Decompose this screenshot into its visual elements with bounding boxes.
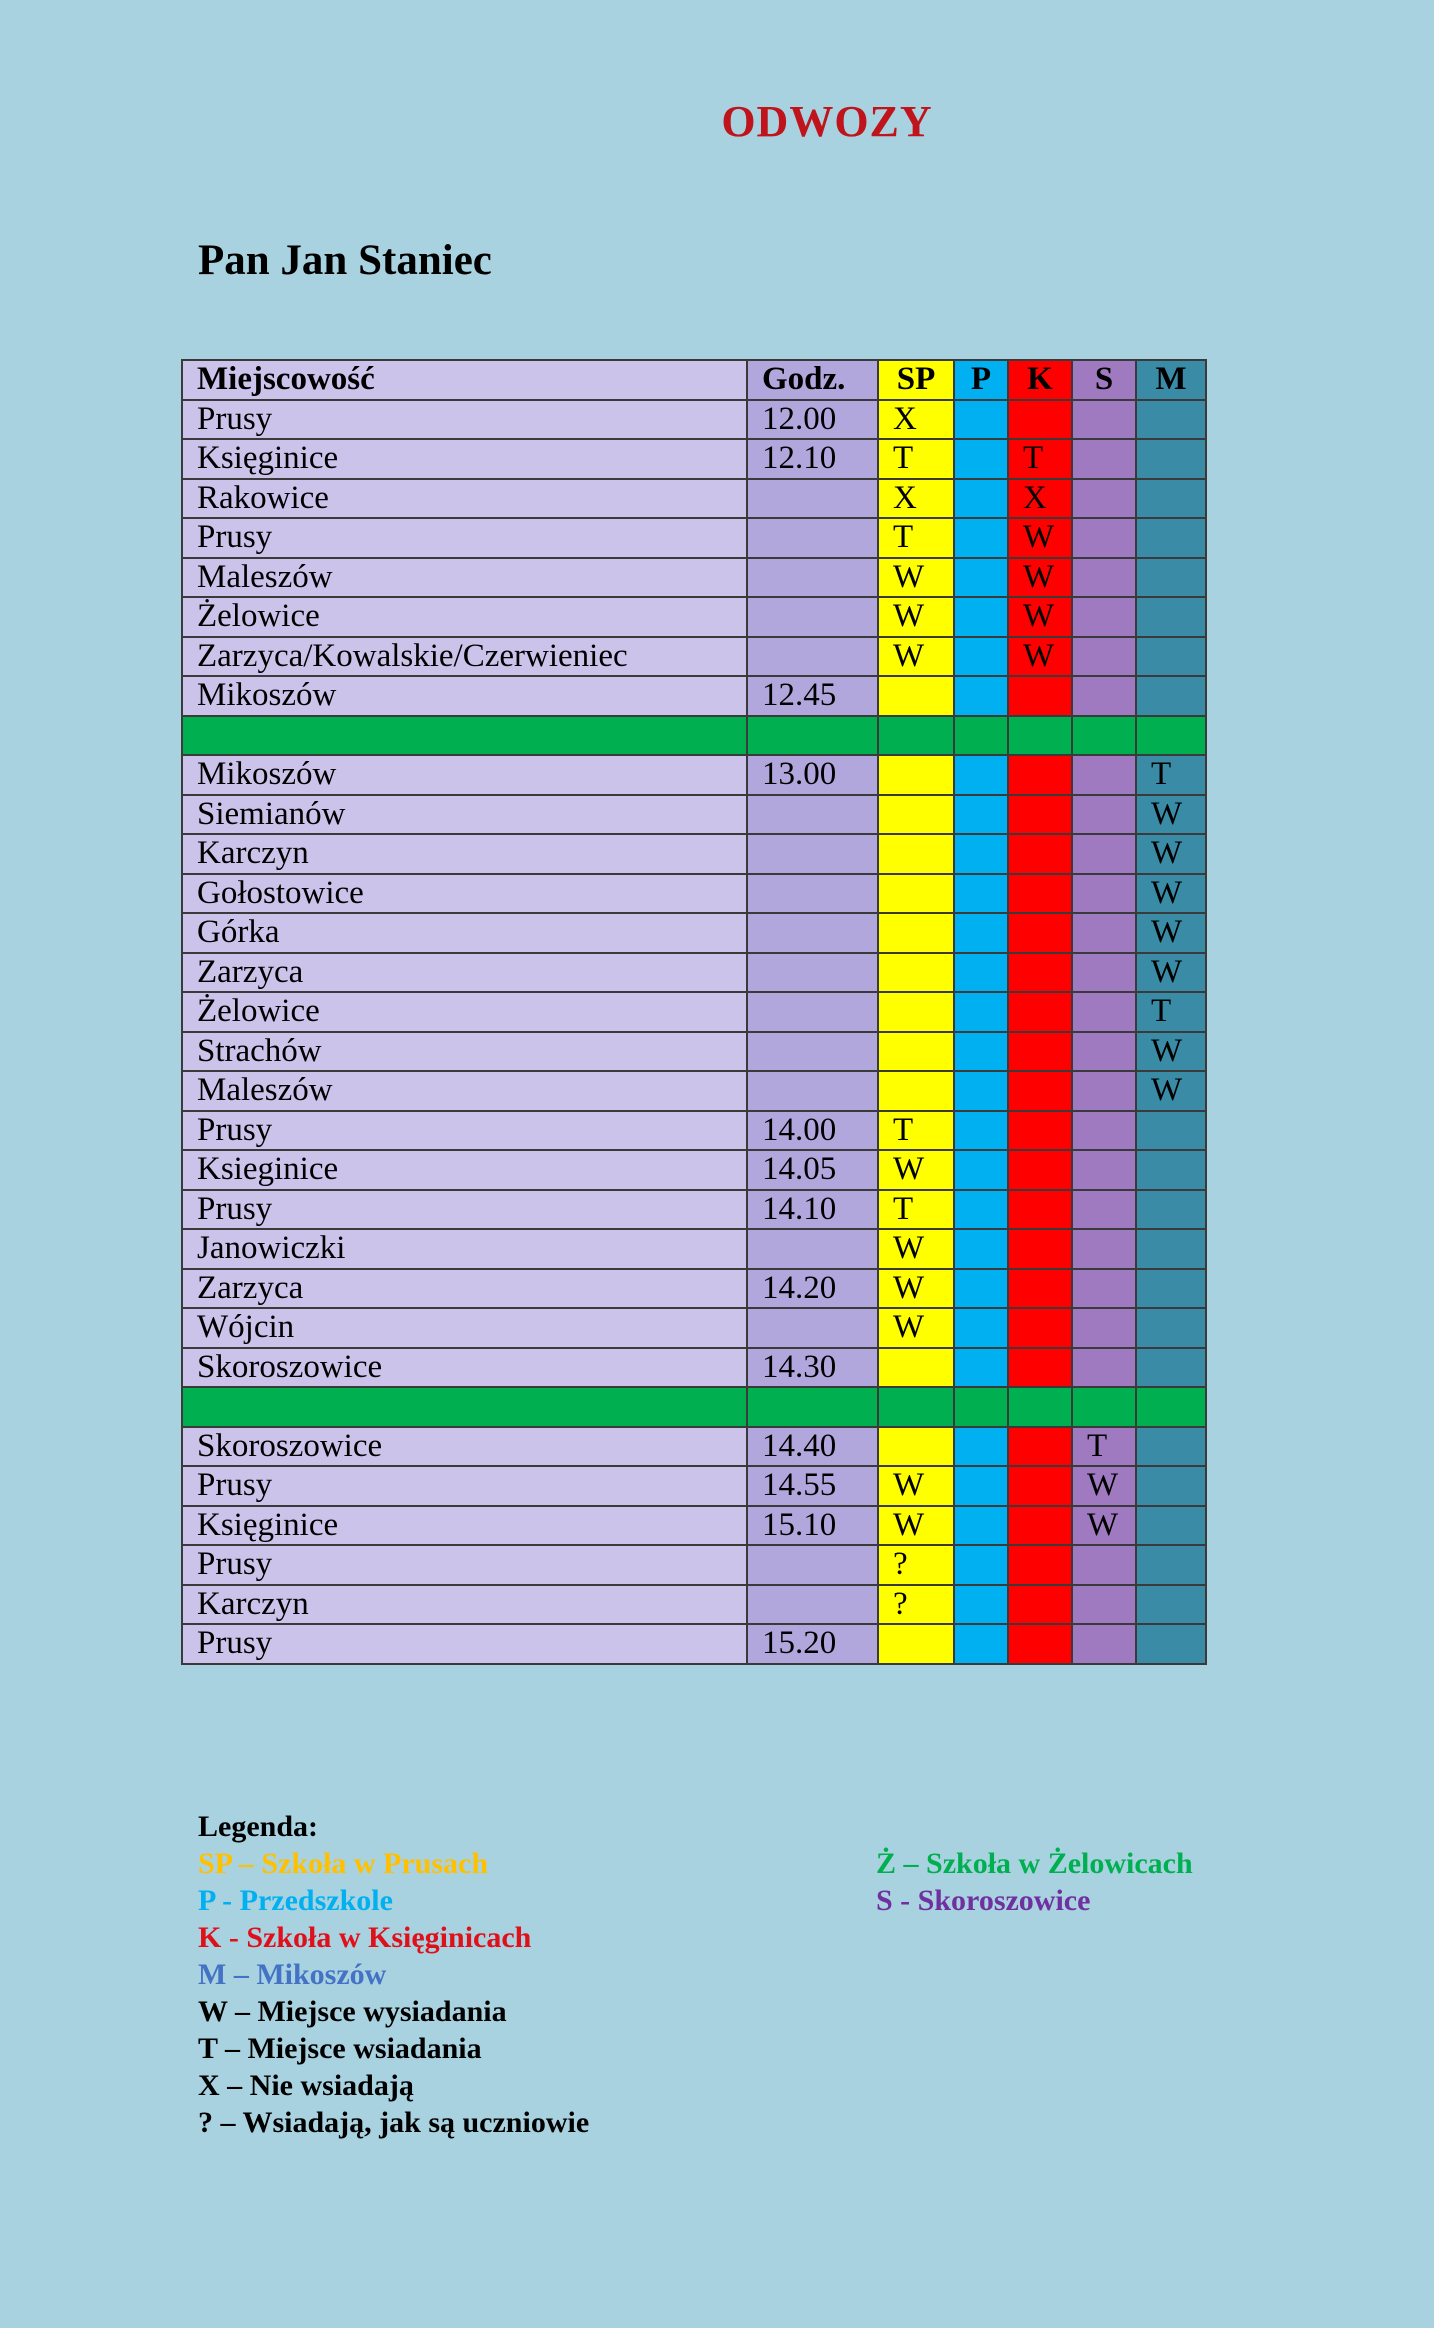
- cell-sp: [878, 1427, 954, 1467]
- cell-s: [1072, 1071, 1136, 1111]
- cell-sp: T: [878, 439, 954, 479]
- cell-m: [1136, 1308, 1206, 1348]
- cell-place: Zarzyca: [182, 953, 747, 993]
- cell-sp: ?: [878, 1585, 954, 1625]
- separator-cell: [747, 1387, 878, 1427]
- separator-cell: [182, 1387, 747, 1427]
- header-godz: Godz.: [747, 360, 878, 400]
- cell-place: Mikoszów: [182, 755, 747, 795]
- cell-place: Żelowice: [182, 992, 747, 1032]
- cell-m: [1136, 1585, 1206, 1625]
- cell-time: [747, 1032, 878, 1072]
- cell-s: [1072, 1190, 1136, 1230]
- cell-s: [1072, 1308, 1136, 1348]
- cell-m: W: [1136, 834, 1206, 874]
- cell-time: [747, 1071, 878, 1111]
- table-row: [182, 1506, 1206, 1546]
- cell-sp: [878, 1624, 954, 1664]
- cell-sp: [878, 992, 954, 1032]
- cell-p: [954, 1111, 1008, 1151]
- cell-k: W: [1008, 558, 1072, 598]
- cell-time: 15.20: [747, 1624, 878, 1664]
- table-row: [182, 1032, 1206, 1072]
- cell-time: 12.00: [747, 400, 878, 440]
- table-row: [182, 637, 1206, 677]
- cell-sp: W: [878, 1466, 954, 1506]
- cell-k: [1008, 913, 1072, 953]
- cell-k: [1008, 1466, 1072, 1506]
- cell-m: [1136, 637, 1206, 677]
- cell-m: [1136, 1466, 1206, 1506]
- cell-time: [747, 1229, 878, 1269]
- cell-sp: [878, 913, 954, 953]
- separator-cell: [1008, 1387, 1072, 1427]
- cell-s: [1072, 558, 1136, 598]
- cell-s: [1072, 913, 1136, 953]
- cell-sp: W: [878, 1229, 954, 1269]
- cell-p: [954, 1308, 1008, 1348]
- cell-s: [1072, 755, 1136, 795]
- cell-s: [1072, 637, 1136, 677]
- cell-m: W: [1136, 1071, 1206, 1111]
- cell-m: T: [1136, 992, 1206, 1032]
- cell-s: [1072, 676, 1136, 716]
- cell-sp: [878, 874, 954, 914]
- cell-time: 14.00: [747, 1111, 878, 1151]
- cell-m: [1136, 439, 1206, 479]
- separator-cell: [1072, 716, 1136, 756]
- cell-s: [1072, 1229, 1136, 1269]
- cell-m: [1136, 400, 1206, 440]
- cell-sp: W: [878, 1269, 954, 1309]
- table-row: [182, 755, 1206, 795]
- table-row: [182, 676, 1206, 716]
- legend-item: M – Mikoszów: [198, 1958, 387, 1991]
- table-row: [182, 1229, 1206, 1269]
- cell-place: Rakowice: [182, 479, 747, 519]
- header-k: K: [1008, 360, 1072, 400]
- cell-k: [1008, 400, 1072, 440]
- cell-k: [1008, 1111, 1072, 1151]
- cell-k: [1008, 1506, 1072, 1546]
- cell-p: [954, 755, 1008, 795]
- cell-place: Prusy: [182, 1545, 747, 1585]
- cell-m: [1136, 518, 1206, 558]
- cell-sp: W: [878, 1506, 954, 1546]
- cell-k: W: [1008, 597, 1072, 637]
- legend-item: P - Przedszkole: [198, 1884, 393, 1917]
- cell-p: [954, 1190, 1008, 1230]
- cell-time: 13.00: [747, 755, 878, 795]
- cell-time: [747, 597, 878, 637]
- separator-row: [182, 1387, 1206, 1427]
- cell-place: Prusy: [182, 1466, 747, 1506]
- cell-place: Prusy: [182, 1111, 747, 1151]
- cell-m: [1136, 1427, 1206, 1467]
- cell-place: Skoroszowice: [182, 1427, 747, 1467]
- cell-p: [954, 637, 1008, 677]
- cell-place: Zarzyca: [182, 1269, 747, 1309]
- cell-k: [1008, 1190, 1072, 1230]
- separator-cell: [1136, 716, 1206, 756]
- cell-k: [1008, 953, 1072, 993]
- cell-k: [1008, 1150, 1072, 1190]
- cell-place: Janowiczki: [182, 1229, 747, 1269]
- cell-time: [747, 953, 878, 993]
- header-s: S: [1072, 360, 1136, 400]
- cell-k: [1008, 1545, 1072, 1585]
- separator-cell: [1136, 1387, 1206, 1427]
- cell-p: [954, 1071, 1008, 1111]
- table-row: [182, 874, 1206, 914]
- page-title: ODWOZY: [721, 97, 933, 146]
- cell-p: [954, 597, 1008, 637]
- cell-s: [1072, 1032, 1136, 1072]
- cell-k: [1008, 795, 1072, 835]
- legend-item: ? – Wsiadają, jak są uczniowie: [198, 2106, 590, 2139]
- table-row: [182, 1624, 1206, 1664]
- cell-m: [1136, 1269, 1206, 1309]
- cell-m: [1136, 479, 1206, 519]
- cell-p: [954, 1427, 1008, 1467]
- schedule-table: [181, 359, 1207, 1665]
- cell-m: [1136, 597, 1206, 637]
- cell-time: [747, 1308, 878, 1348]
- cell-k: [1008, 1308, 1072, 1348]
- cell-sp: W: [878, 597, 954, 637]
- table-row: [182, 1348, 1206, 1388]
- legend-item: K - Szkoła w Księginicach: [198, 1921, 532, 1954]
- cell-s: [1072, 1585, 1136, 1625]
- separator-cell: [182, 716, 747, 756]
- cell-time: [747, 795, 878, 835]
- table-row: [182, 1308, 1206, 1348]
- legend-right-column: [876, 1845, 1193, 1919]
- cell-place: Księginice: [182, 439, 747, 479]
- table-row: [182, 1427, 1206, 1467]
- cell-sp: [878, 676, 954, 716]
- cell-place: Prusy: [182, 400, 747, 440]
- header-sp: SP: [878, 360, 954, 400]
- cell-p: [954, 1466, 1008, 1506]
- cell-place: Karczyn: [182, 1585, 747, 1625]
- legend-item: X – Nie wsiadają: [198, 2069, 414, 2102]
- cell-s: [1072, 1269, 1136, 1309]
- table-row: [182, 795, 1206, 835]
- cell-p: [954, 953, 1008, 993]
- separator-cell: [747, 716, 878, 756]
- cell-k: [1008, 1229, 1072, 1269]
- cell-place: Maleszów: [182, 558, 747, 598]
- cell-p: [954, 1269, 1008, 1309]
- cell-s: [1072, 834, 1136, 874]
- cell-sp: [878, 755, 954, 795]
- table-row: [182, 913, 1206, 953]
- cell-time: [747, 874, 878, 914]
- cell-sp: W: [878, 637, 954, 677]
- cell-sp: T: [878, 518, 954, 558]
- cell-place: Zarzyca/Kowalskie/Czerwieniec: [182, 637, 747, 677]
- table-row: [182, 1545, 1206, 1585]
- cell-time: [747, 913, 878, 953]
- legend-item: SP – Szkoła w Prusach: [198, 1847, 489, 1880]
- header-miejscowosc: Miejscowość: [182, 360, 747, 400]
- cell-time: [747, 992, 878, 1032]
- cell-s: W: [1072, 1506, 1136, 1546]
- separator-cell: [1008, 716, 1072, 756]
- cell-place: Karczyn: [182, 834, 747, 874]
- cell-p: [954, 1506, 1008, 1546]
- table-row: [182, 558, 1206, 598]
- separator-cell: [1072, 1387, 1136, 1427]
- cell-place: Maleszów: [182, 1071, 747, 1111]
- cell-k: [1008, 1269, 1072, 1309]
- table-row: [182, 1466, 1206, 1506]
- table-row: [182, 597, 1206, 637]
- cell-place: Prusy: [182, 1190, 747, 1230]
- cell-place: Mikoszów: [182, 676, 747, 716]
- table-row: [182, 1190, 1206, 1230]
- cell-time: [747, 1545, 878, 1585]
- cell-s: [1072, 518, 1136, 558]
- cell-time: 12.10: [747, 439, 878, 479]
- cell-place: Strachów: [182, 1032, 747, 1072]
- cell-s: [1072, 874, 1136, 914]
- cell-place: Ksieginice: [182, 1150, 747, 1190]
- cell-s: [1072, 1545, 1136, 1585]
- cell-time: [747, 1585, 878, 1625]
- cell-m: W: [1136, 874, 1206, 914]
- cell-sp: [878, 1032, 954, 1072]
- cell-place: Wójcin: [182, 1308, 747, 1348]
- cell-p: [954, 1150, 1008, 1190]
- legend-item: S - Skoroszowice: [876, 1884, 1091, 1917]
- cell-m: [1136, 1229, 1206, 1269]
- cell-time: [747, 518, 878, 558]
- cell-m: [1136, 676, 1206, 716]
- cell-place: Górka: [182, 913, 747, 953]
- table-row: [182, 439, 1206, 479]
- cell-k: T: [1008, 439, 1072, 479]
- cell-p: [954, 1585, 1008, 1625]
- cell-s: [1072, 479, 1136, 519]
- cell-p: [954, 558, 1008, 598]
- table-row: [182, 1071, 1206, 1111]
- cell-k: [1008, 755, 1072, 795]
- cell-p: [954, 1545, 1008, 1585]
- legend: [198, 1808, 1398, 2141]
- cell-time: [747, 558, 878, 598]
- cell-sp: T: [878, 1190, 954, 1230]
- cell-p: [954, 518, 1008, 558]
- cell-sp: [878, 1348, 954, 1388]
- cell-m: [1136, 1111, 1206, 1151]
- cell-time: 14.55: [747, 1466, 878, 1506]
- cell-k: [1008, 992, 1072, 1032]
- cell-p: [954, 479, 1008, 519]
- cell-sp: W: [878, 1308, 954, 1348]
- separator-cell: [878, 1387, 954, 1427]
- cell-m: W: [1136, 795, 1206, 835]
- cell-m: [1136, 1150, 1206, 1190]
- cell-s: [1072, 597, 1136, 637]
- cell-k: W: [1008, 518, 1072, 558]
- cell-k: [1008, 1071, 1072, 1111]
- table-row: [182, 834, 1206, 874]
- cell-k: [1008, 676, 1072, 716]
- table-row: [182, 953, 1206, 993]
- cell-p: [954, 874, 1008, 914]
- cell-k: [1008, 1427, 1072, 1467]
- cell-p: [954, 913, 1008, 953]
- table-row: [182, 1150, 1206, 1190]
- cell-s: [1072, 1348, 1136, 1388]
- cell-s: [1072, 953, 1136, 993]
- table-row: [182, 992, 1206, 1032]
- cell-p: [954, 676, 1008, 716]
- cell-place: Gołostowice: [182, 874, 747, 914]
- cell-time: [747, 479, 878, 519]
- cell-p: [954, 1229, 1008, 1269]
- separator-cell: [954, 716, 1008, 756]
- cell-k: X: [1008, 479, 1072, 519]
- table-row: [182, 1269, 1206, 1309]
- cell-sp: W: [878, 558, 954, 598]
- separator-row: [182, 716, 1206, 756]
- cell-p: [954, 1348, 1008, 1388]
- cell-m: W: [1136, 913, 1206, 953]
- cell-k: W: [1008, 637, 1072, 677]
- cell-sp: [878, 795, 954, 835]
- cell-p: [954, 439, 1008, 479]
- cell-place: Prusy: [182, 518, 747, 558]
- cell-k: [1008, 834, 1072, 874]
- cell-k: [1008, 1585, 1072, 1625]
- cell-p: [954, 834, 1008, 874]
- cell-s: W: [1072, 1466, 1136, 1506]
- cell-m: [1136, 558, 1206, 598]
- table-row: [182, 400, 1206, 440]
- cell-m: W: [1136, 953, 1206, 993]
- legend-item: W – Miejsce wysiadania: [198, 1995, 507, 2028]
- cell-p: [954, 1624, 1008, 1664]
- separator-cell: [878, 716, 954, 756]
- cell-s: [1072, 1111, 1136, 1151]
- cell-sp: X: [878, 479, 954, 519]
- cell-k: [1008, 1348, 1072, 1388]
- header-p: P: [954, 360, 1008, 400]
- cell-p: [954, 400, 1008, 440]
- cell-k: [1008, 1032, 1072, 1072]
- cell-sp: W: [878, 1150, 954, 1190]
- cell-m: [1136, 1190, 1206, 1230]
- table-row: [182, 1585, 1206, 1625]
- cell-time: 15.10: [747, 1506, 878, 1546]
- cell-k: [1008, 1624, 1072, 1664]
- cell-p: [954, 795, 1008, 835]
- cell-time: [747, 637, 878, 677]
- legend-left-column: [198, 1845, 1398, 2141]
- schedule-body: [182, 400, 1206, 1664]
- cell-sp: ?: [878, 1545, 954, 1585]
- cell-time: 14.40: [747, 1427, 878, 1467]
- cell-sp: X: [878, 400, 954, 440]
- cell-k: [1008, 874, 1072, 914]
- legend-title: Legenda:: [198, 1810, 318, 1843]
- separator-cell: [954, 1387, 1008, 1427]
- cell-time: 12.45: [747, 676, 878, 716]
- cell-time: 14.10: [747, 1190, 878, 1230]
- legend-item: T – Miejsce wsiadania: [198, 2032, 482, 2065]
- cell-s: [1072, 400, 1136, 440]
- table-row: [182, 1111, 1206, 1151]
- cell-place: Żelowice: [182, 597, 747, 637]
- cell-m: [1136, 1506, 1206, 1546]
- legend-item: Ż – Szkoła w Żelowicach: [876, 1847, 1193, 1880]
- cell-sp: T: [878, 1111, 954, 1151]
- cell-m: [1136, 1545, 1206, 1585]
- cell-sp: [878, 1071, 954, 1111]
- cell-sp: [878, 834, 954, 874]
- table-header-row: [182, 360, 1206, 400]
- cell-place: Księginice: [182, 1506, 747, 1546]
- cell-time: 14.05: [747, 1150, 878, 1190]
- cell-m: T: [1136, 755, 1206, 795]
- cell-s: T: [1072, 1427, 1136, 1467]
- cell-place: Siemianów: [182, 795, 747, 835]
- cell-m: [1136, 1624, 1206, 1664]
- driver-name: Pan Jan Staniec: [198, 237, 492, 284]
- cell-sp: [878, 953, 954, 993]
- cell-s: [1072, 1624, 1136, 1664]
- cell-m: W: [1136, 1032, 1206, 1072]
- cell-place: Skoroszowice: [182, 1348, 747, 1388]
- cell-time: [747, 834, 878, 874]
- table-row: [182, 479, 1206, 519]
- header-m: M: [1136, 360, 1206, 400]
- cell-time: 14.30: [747, 1348, 878, 1388]
- cell-time: 14.20: [747, 1269, 878, 1309]
- cell-s: [1072, 992, 1136, 1032]
- cell-place: Prusy: [182, 1624, 747, 1664]
- cell-m: [1136, 1348, 1206, 1388]
- cell-p: [954, 992, 1008, 1032]
- cell-s: [1072, 1150, 1136, 1190]
- cell-s: [1072, 439, 1136, 479]
- table-row: [182, 518, 1206, 558]
- cell-s: [1072, 795, 1136, 835]
- cell-p: [954, 1032, 1008, 1072]
